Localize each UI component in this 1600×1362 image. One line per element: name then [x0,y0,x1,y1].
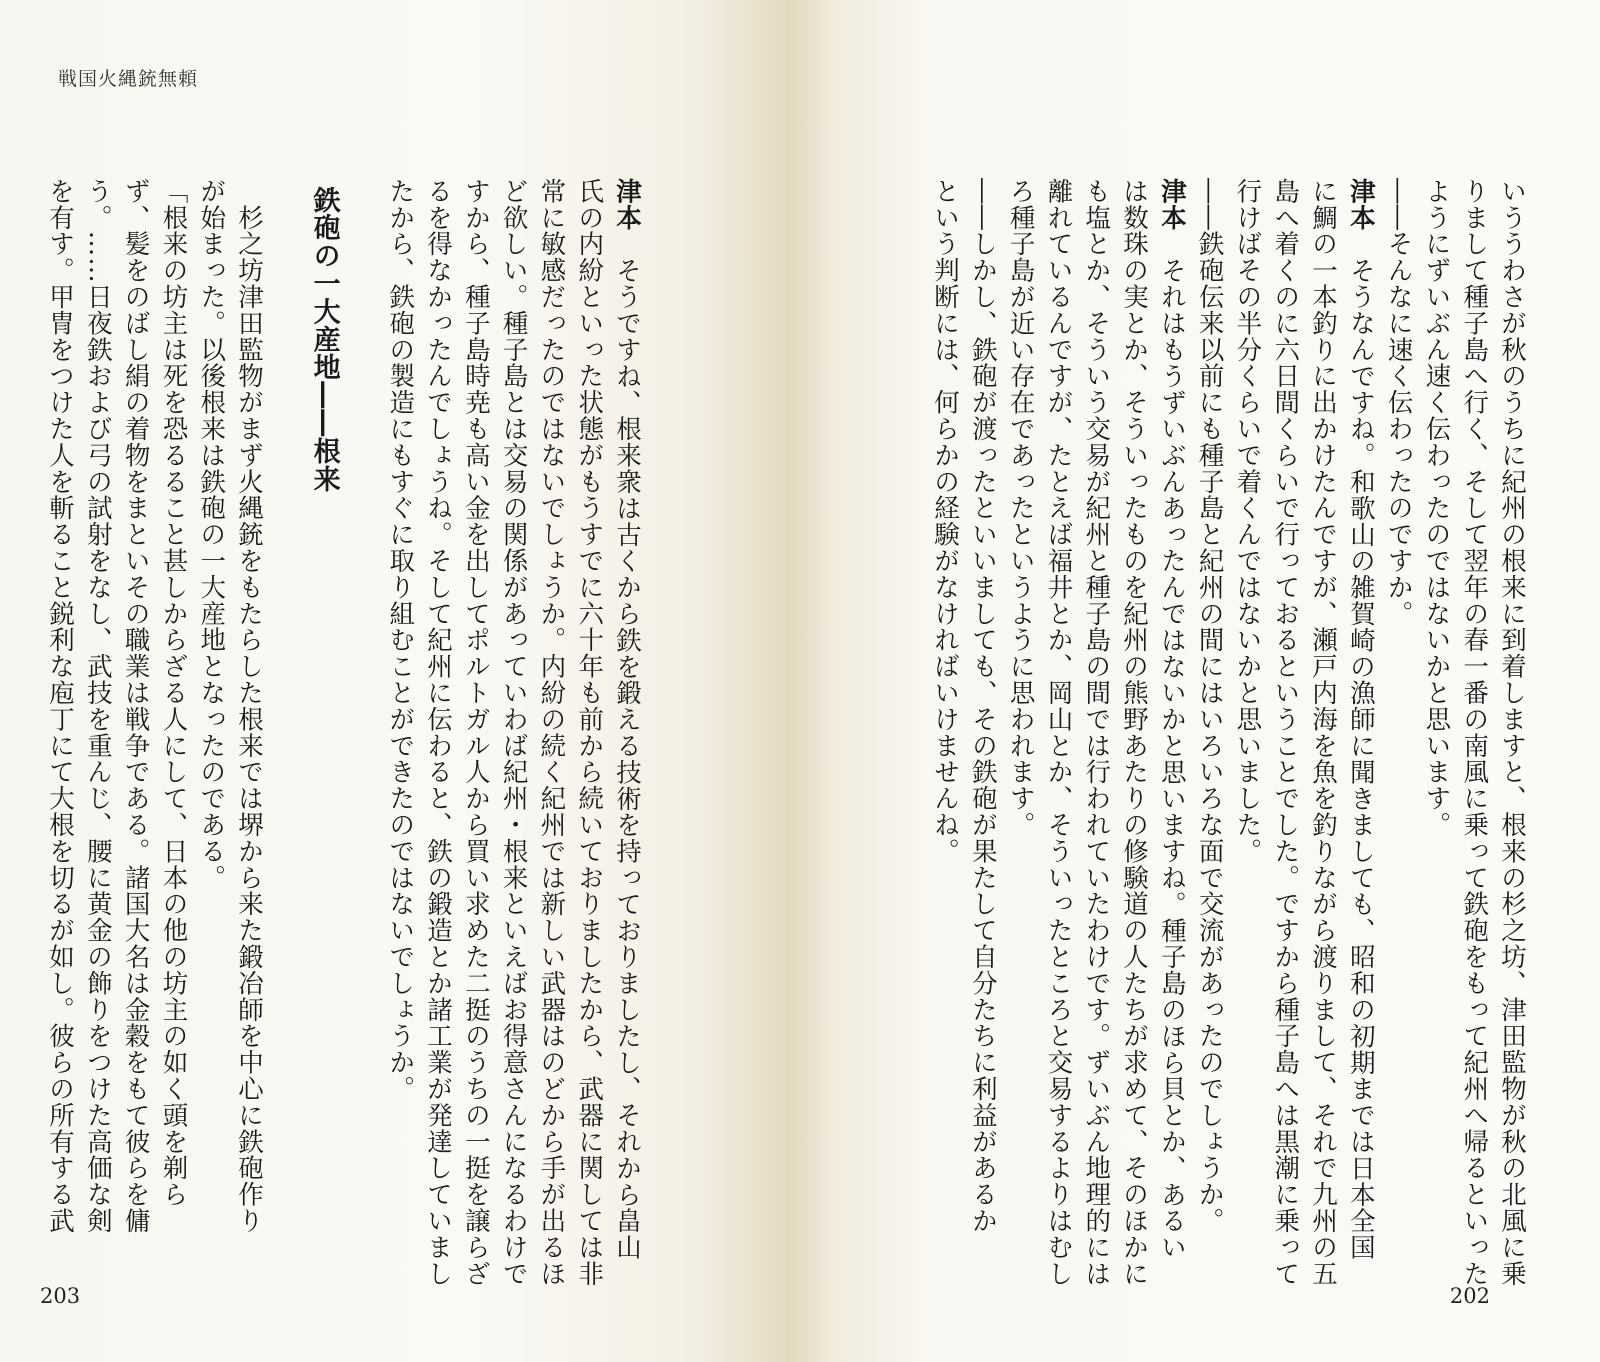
text-line: そうですね、根来衆は古くから鉄を鍛える技術を持っておりましたし、それから畠山 [612,257,642,1261]
interview-answer [1152,178,1190,1261]
spacer [267,178,305,1238]
text-line: という判断には、何らかの経験がなければいけませんね。 [930,178,961,865]
text-line: 杉之坊津田監物がまず火縄銃をもたらした根来では堺から来た鍛冶師を中心に鉄砲作り [234,204,265,1235]
page-number: 203 [40,1284,81,1308]
text-line: それはもうずいぶんあったんではないかと思いますね。種子島のほら貝とか、あるい [1156,257,1187,1261]
interview-question: ――鉄砲伝来以前にも種子島と紀州の間にはいろいろな面で交流があったのでしょうか。 [1194,178,1225,1234]
text-line: 氏の内紛といった状態がもうすでに六十年も前から続いておりましたから、武器に関しては非 [574,178,605,1287]
text-line: も塩とか、そういう交易が紀州と種子島の間では行われていたわけです。ずいぶん地理的には [1081,178,1112,1287]
text-line: ようにずいぶん速く伝わったのではないかと思います。 [1421,178,1452,838]
text-line: すから、種子島時尭も高い金を出してポルトガル人から買い求めた二挺のうちの一挺を譲らざ [460,178,491,1287]
spacer [343,178,381,1238]
speaker-label: 津本 [1345,178,1376,231]
interview-question: ――そんなに速く伝わったのですか。 [1383,178,1414,627]
text-line: ど欲しい。種子島とは交易の関係があっていわば紀州・根来といえばお得意さんになるわけで [498,178,529,1287]
speaker-label: 津本 [612,178,642,231]
right-page-text [925,178,1530,1287]
left-page [0,0,785,1362]
text-line: りまして種子島へ行く、そして翌年の春一番の南風に乗って鉄砲をもって紀州へ帰るといった [1459,178,1490,1287]
text-line: に鯛の一本釣りに出かけたんですが、瀬戸内海を魚を釣りながら渡りまして、それで九州の五 [1308,178,1339,1287]
text-line: ず、髪をのばし絹の着物をまといその職業は戦争である。諸国大名は金穀をもて彼らを傭 [120,178,151,1234]
speaker-label: 津本 [1156,178,1187,231]
text-line: 「根来の坊主は死を恐るること甚しからざる人にして、日本の他の坊主の如く頭を剃ら [158,178,189,1208]
section-heading: 鉄砲の一大産地――根来 [308,186,340,493]
text-line: 行けばその半分くらいで着くんではないかと思いました。 [1232,178,1263,865]
right-page [785,0,1600,1362]
text-line: は数珠の実とか、そういったものを紀州の熊野あたりの修験道の人たちが求めて、そのほかに [1119,178,1150,1287]
text-line: 離れているんですが、たとえば福井とか、岡山とか、そういったところと交易するよりはむし [1043,178,1074,1287]
text-line: う。……日夜鉄および弓の試射をなし、武技を重んじ、腰に黄金の飾りをつけた高価な剣 [82,178,113,1234]
interview-question: ――しかし、鉄砲が渡ったといいましても、その鉄砲が果たして自分たちに利益があるか [967,178,998,1234]
text-line: 常に敏感だったのではないでしょうか。内紛の続く紀州では新しい武器はのどから手が出るほ [536,178,567,1287]
page-number: 202 [1449,1284,1490,1308]
left-page-text [40,178,645,1287]
text-line: そうなんですね。和歌山の雑賀崎の漁師に聞きましても、昭和の初期までは日本全国 [1345,257,1376,1261]
interview-answer [607,178,645,1261]
interview-answer [1341,178,1379,1261]
text-line: が始まった。以後根来は鉄砲の一大産地となったのである。 [196,178,227,891]
text-line: を有す。甲冑をつけた人を斬ること鋭利な庖丁にて大根を切るが如し。彼らの所有する武 [45,178,76,1234]
text-line: ろ種子島が近い存在であったというように思われます。 [1005,178,1036,838]
text-line: たから、鉄砲の製造にもすぐに取り組むことができたのではないでしょうか。 [385,178,416,1102]
running-head: 戦国火縄銃無頼 [58,68,199,90]
text-line: いううわさが秋のうちに紀州の根来に到着しますと、根来の杉之坊、津田監物が秋の北風に乗 [1497,178,1527,1287]
text-line: 島へ着くのに六日間くらいで行っておるということでした。ですから種子島へは黒潮に乗って [1270,178,1301,1287]
text-line: るを得なかったんでしょうね。そして紀州に伝わると、鉄の鍛造とか諸工業が発達していまし [423,178,454,1287]
